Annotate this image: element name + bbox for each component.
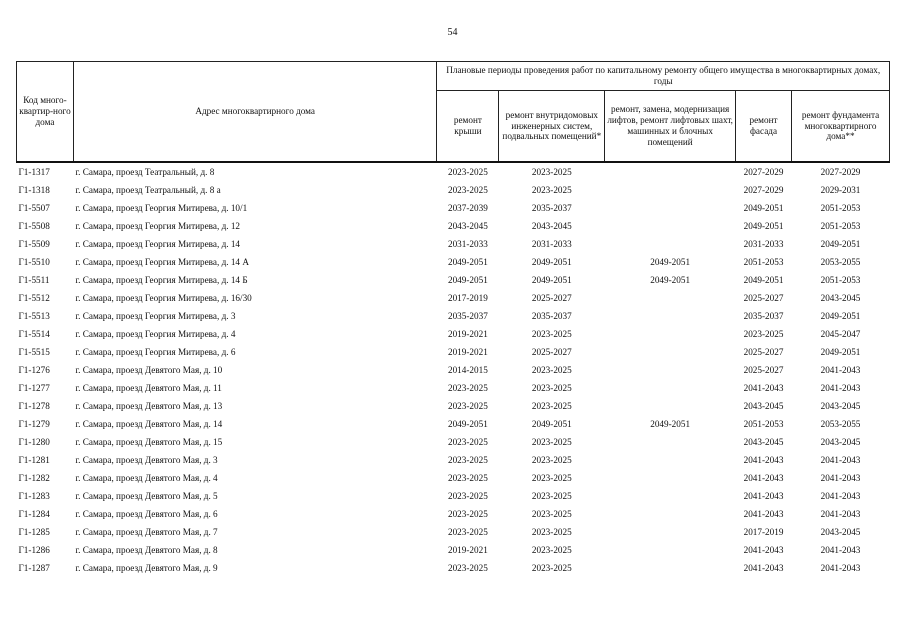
foundation-cell: 2043-2045 [820, 436, 861, 447]
elevators-cell [605, 397, 736, 415]
roof-cell: 2023-2025 [447, 562, 488, 573]
address-cell: г. Самара, проезд Георгия Митирева, д. 16/30 [75, 292, 252, 303]
code-cell: Г1-1282 [18, 472, 50, 483]
facade-cell: 2049-2051 [743, 202, 784, 213]
engineering-cell: 2023-2025 [531, 454, 572, 465]
code-cell: Г1-1286 [18, 544, 50, 555]
elevators-cell [605, 307, 736, 325]
code-cell: Г1-1276 [18, 364, 50, 375]
address-cell: г. Самара, проезд Георгия Митирева, д. 12 [75, 220, 241, 231]
foundation-cell: 2027-2029 [820, 166, 861, 177]
foundation-cell: 2053-2055 [820, 256, 861, 267]
header-foundation: ремонт фундамента многоквартирного дома** [792, 91, 890, 163]
roof-cell: 2049-2051 [447, 256, 488, 267]
table-row [17, 379, 890, 397]
roof-cell: 2049-2051 [447, 274, 488, 285]
elevators-cell [605, 361, 736, 379]
facade-cell: 2017-2019 [743, 526, 784, 537]
engineering-cell: 2023-2025 [531, 508, 572, 519]
table-body [17, 162, 890, 577]
foundation-cell: 2041-2043 [820, 544, 861, 555]
address-cell: г. Самара, проезд Георгия Митирева, д. 6 [75, 346, 236, 357]
roof-cell: 2019-2021 [447, 346, 488, 357]
foundation-cell: 2041-2043 [820, 382, 861, 393]
header-planned-periods: Плановые периоды проведения работ по капитальному ремонту общего имущества в многоквартирных домах, годы [437, 62, 890, 91]
address-cell: г. Самара, проезд Девятого Мая, д. 13 [75, 400, 223, 411]
table-row [17, 469, 890, 487]
roof-cell: 2023-2025 [447, 454, 488, 465]
elevators-cell [605, 505, 736, 523]
foundation-cell: 2049-2051 [820, 310, 861, 321]
header-address: Адрес многоквартирного дома [73, 62, 436, 163]
engineering-cell: 2043-2045 [531, 220, 572, 231]
address-cell: г. Самара, проезд Георгия Митирева, д. 3 [75, 310, 236, 321]
foundation-cell: 2041-2043 [820, 454, 861, 465]
engineering-cell: 2023-2025 [531, 436, 572, 447]
table-row [17, 343, 890, 361]
table-row [17, 253, 890, 271]
header-facade: ремонт фасада [736, 91, 792, 163]
table-row [17, 162, 890, 181]
engineering-cell: 2023-2025 [531, 472, 572, 483]
code-cell: Г1-1284 [18, 508, 50, 519]
facade-cell: 2025-2027 [743, 364, 784, 375]
facade-cell: 2027-2029 [743, 166, 784, 177]
code-cell: Г1-5508 [18, 220, 50, 231]
elevators-cell [605, 199, 736, 217]
table-row [17, 505, 890, 523]
foundation-cell: 2045-2047 [820, 328, 861, 339]
elevators-cell [605, 379, 736, 397]
address-cell: г. Самара, проезд Театральный, д. 8 а [75, 184, 221, 195]
address-cell: г. Самара, проезд Георгия Митирева, д. 14 А [75, 256, 249, 267]
address-cell: г. Самара, проезд Девятого Мая, д. 4 [75, 472, 218, 483]
facade-cell: 2041-2043 [743, 562, 784, 573]
code-cell: Г1-5507 [18, 202, 50, 213]
roof-cell: 2023-2025 [447, 436, 488, 447]
facade-cell: 2043-2045 [743, 436, 784, 447]
facade-cell: 2041-2043 [743, 454, 784, 465]
table-row [17, 361, 890, 379]
address-cell: г. Самара, проезд Девятого Мая, д. 10 [75, 364, 223, 375]
roof-cell: 2019-2021 [447, 328, 488, 339]
elevators-cell [605, 217, 736, 235]
roof-cell: 2031-2033 [447, 238, 488, 249]
code-cell: Г1-5509 [18, 238, 50, 249]
roof-cell: 2043-2045 [447, 220, 488, 231]
address-cell: г. Самара, проезд Георгия Митирева, д. 4 [75, 328, 236, 339]
facade-cell: 2051-2053 [743, 256, 784, 267]
roof-cell: 2023-2025 [447, 184, 488, 195]
address-cell: г. Самара, проезд Георгия Митирева, д. 10/1 [75, 202, 248, 213]
facade-cell: 2051-2053 [743, 418, 784, 429]
facade-cell: 2041-2043 [743, 472, 784, 483]
roof-cell: 2023-2025 [447, 166, 488, 177]
table-row [17, 181, 890, 199]
code-cell: Г1-1279 [18, 418, 50, 429]
facade-cell: 2041-2043 [743, 490, 784, 501]
address-cell: г. Самара, проезд Девятого Мая, д. 6 [75, 508, 218, 519]
table-row [17, 415, 890, 433]
roof-cell: 2017-2019 [447, 292, 488, 303]
code-cell: Г1-1285 [18, 526, 50, 537]
table-row [17, 559, 890, 577]
foundation-cell: 2041-2043 [820, 364, 861, 375]
foundation-cell: 2029-2031 [820, 184, 861, 195]
header-code: Код много-квартир-ного дома [17, 62, 74, 163]
code-cell: Г1-5513 [18, 310, 50, 321]
elevators-cell [605, 541, 736, 559]
code-cell: Г1-1281 [18, 454, 50, 465]
code-cell: Г1-1287 [18, 562, 50, 573]
roof-cell: 2035-2037 [447, 310, 488, 321]
address-cell: г. Самара, проезд Девятого Мая, д. 14 [75, 418, 223, 429]
elevators-cell [605, 289, 736, 307]
facade-cell: 2023-2025 [743, 328, 784, 339]
engineering-cell: 2023-2025 [531, 364, 572, 375]
foundation-cell: 2051-2053 [820, 220, 861, 231]
address-cell: г. Самара, проезд Театральный, д. 8 [75, 166, 215, 177]
engineering-cell: 2031-2033 [531, 238, 572, 249]
foundation-cell: 2041-2043 [820, 508, 861, 519]
facade-cell: 2041-2043 [743, 382, 784, 393]
table-row [17, 433, 890, 451]
header-elevators: ремонт, замена, модернизация лифтов, ремонт лифтовых шахт, машинных и блочных помещений [605, 91, 736, 163]
repair-schedule-table [16, 61, 890, 577]
header-engineering: ремонт внутридомовых инженерных систем, подвальных помещений* [499, 91, 605, 163]
code-cell: Г1-1280 [18, 436, 50, 447]
elevators-cell [605, 343, 736, 361]
facade-cell: 2049-2051 [743, 220, 784, 231]
elevators-cell: 2049-2051 [650, 256, 691, 267]
elevators-cell [605, 487, 736, 505]
table-row [17, 487, 890, 505]
elevators-cell [605, 235, 736, 253]
page-number: 54 [447, 27, 458, 38]
roof-cell: 2023-2025 [447, 508, 488, 519]
table-row [17, 397, 890, 415]
foundation-cell: 2049-2051 [820, 346, 861, 357]
facade-cell: 2049-2051 [743, 274, 784, 285]
engineering-cell: 2023-2025 [531, 328, 572, 339]
foundation-cell: 2051-2053 [820, 274, 861, 285]
elevators-cell [605, 523, 736, 541]
roof-cell: 2023-2025 [447, 382, 488, 393]
engineering-cell: 2023-2025 [531, 562, 572, 573]
address-cell: г. Самара, проезд Девятого Мая, д. 8 [75, 544, 218, 555]
roof-cell: 2019-2021 [447, 544, 488, 555]
table-row [17, 541, 890, 559]
engineering-cell: 2049-2051 [531, 274, 572, 285]
facade-cell: 2031-2033 [743, 238, 784, 249]
engineering-cell: 2023-2025 [531, 400, 572, 411]
code-cell: Г1-1277 [18, 382, 50, 393]
table-row [17, 217, 890, 235]
engineering-cell: 2035-2037 [531, 310, 572, 321]
roof-cell: 2023-2025 [447, 400, 488, 411]
code-cell: Г1-5511 [18, 274, 50, 285]
engineering-cell: 2049-2051 [531, 256, 572, 267]
table-row [17, 271, 890, 289]
code-cell: Г1-5515 [18, 346, 50, 357]
roof-cell: 2023-2025 [447, 490, 488, 501]
roof-cell: 2014-2015 [447, 364, 488, 375]
foundation-cell: 2041-2043 [820, 472, 861, 483]
code-cell: Г1-1317 [18, 166, 50, 177]
table-row [17, 325, 890, 343]
engineering-cell: 2023-2025 [531, 184, 572, 195]
header-roof: ремонт крыши [437, 91, 499, 163]
address-cell: г. Самара, проезд Георгия Митирева, д. 14 [75, 238, 241, 249]
roof-cell: 2037-2039 [447, 202, 488, 213]
address-cell: г. Самара, проезд Девятого Мая, д. 11 [75, 382, 222, 393]
code-cell: Г1-1283 [18, 490, 50, 501]
engineering-cell: 2035-2037 [531, 202, 572, 213]
elevators-cell [605, 162, 736, 181]
elevators-cell [605, 559, 736, 577]
engineering-cell: 2049-2051 [531, 418, 572, 429]
engineering-cell: 2025-2027 [531, 292, 572, 303]
address-cell: г. Самара, проезд Девятого Мая, д. 5 [75, 490, 218, 501]
facade-cell: 2041-2043 [743, 508, 784, 519]
engineering-cell: 2023-2025 [531, 526, 572, 537]
elevators-cell [605, 433, 736, 451]
engineering-cell: 2025-2027 [531, 346, 572, 357]
roof-cell: 2023-2025 [447, 526, 488, 537]
roof-cell: 2049-2051 [447, 418, 488, 429]
facade-cell: 2041-2043 [743, 544, 784, 555]
table-row [17, 523, 890, 541]
table-row [17, 235, 890, 253]
roof-cell: 2023-2025 [447, 472, 488, 483]
engineering-cell: 2023-2025 [531, 544, 572, 555]
table-row [17, 451, 890, 469]
facade-cell: 2043-2045 [743, 400, 784, 411]
address-cell: г. Самара, проезд Девятого Мая, д. 9 [75, 562, 218, 573]
elevators-cell [605, 325, 736, 343]
elevators-cell: 2049-2051 [650, 418, 691, 429]
code-cell: Г1-1318 [18, 184, 50, 195]
foundation-cell: 2043-2045 [820, 526, 861, 537]
foundation-cell: 2041-2043 [820, 490, 861, 501]
foundation-cell: 2049-2051 [820, 238, 861, 249]
elevators-cell [605, 181, 736, 199]
foundation-cell: 2053-2055 [820, 418, 861, 429]
engineering-cell: 2023-2025 [531, 490, 572, 501]
table-row [17, 289, 890, 307]
facade-cell: 2027-2029 [743, 184, 784, 195]
address-cell: г. Самара, проезд Георгия Митирева, д. 14 Б [75, 274, 248, 285]
engineering-cell: 2023-2025 [531, 166, 572, 177]
elevators-cell [605, 451, 736, 469]
foundation-cell: 2043-2045 [820, 292, 861, 303]
table-header [17, 62, 890, 163]
code-cell: Г1-5512 [18, 292, 50, 303]
code-cell: Г1-5514 [18, 328, 50, 339]
engineering-cell: 2023-2025 [531, 382, 572, 393]
foundation-cell: 2051-2053 [820, 202, 861, 213]
table-row [17, 199, 890, 217]
foundation-cell: 2041-2043 [820, 562, 861, 573]
elevators-cell [605, 469, 736, 487]
code-cell: Г1-1278 [18, 400, 50, 411]
table-row [17, 307, 890, 325]
facade-cell: 2025-2027 [743, 292, 784, 303]
facade-cell: 2035-2037 [743, 310, 784, 321]
address-cell: г. Самара, проезд Девятого Мая, д. 7 [75, 526, 218, 537]
elevators-cell: 2049-2051 [650, 274, 691, 285]
code-cell: Г1-5510 [18, 256, 50, 267]
address-cell: г. Самара, проезд Девятого Мая, д. 3 [75, 454, 218, 465]
address-cell: г. Самара, проезд Девятого Мая, д. 15 [75, 436, 223, 447]
facade-cell: 2025-2027 [743, 346, 784, 357]
foundation-cell: 2043-2045 [820, 400, 861, 411]
